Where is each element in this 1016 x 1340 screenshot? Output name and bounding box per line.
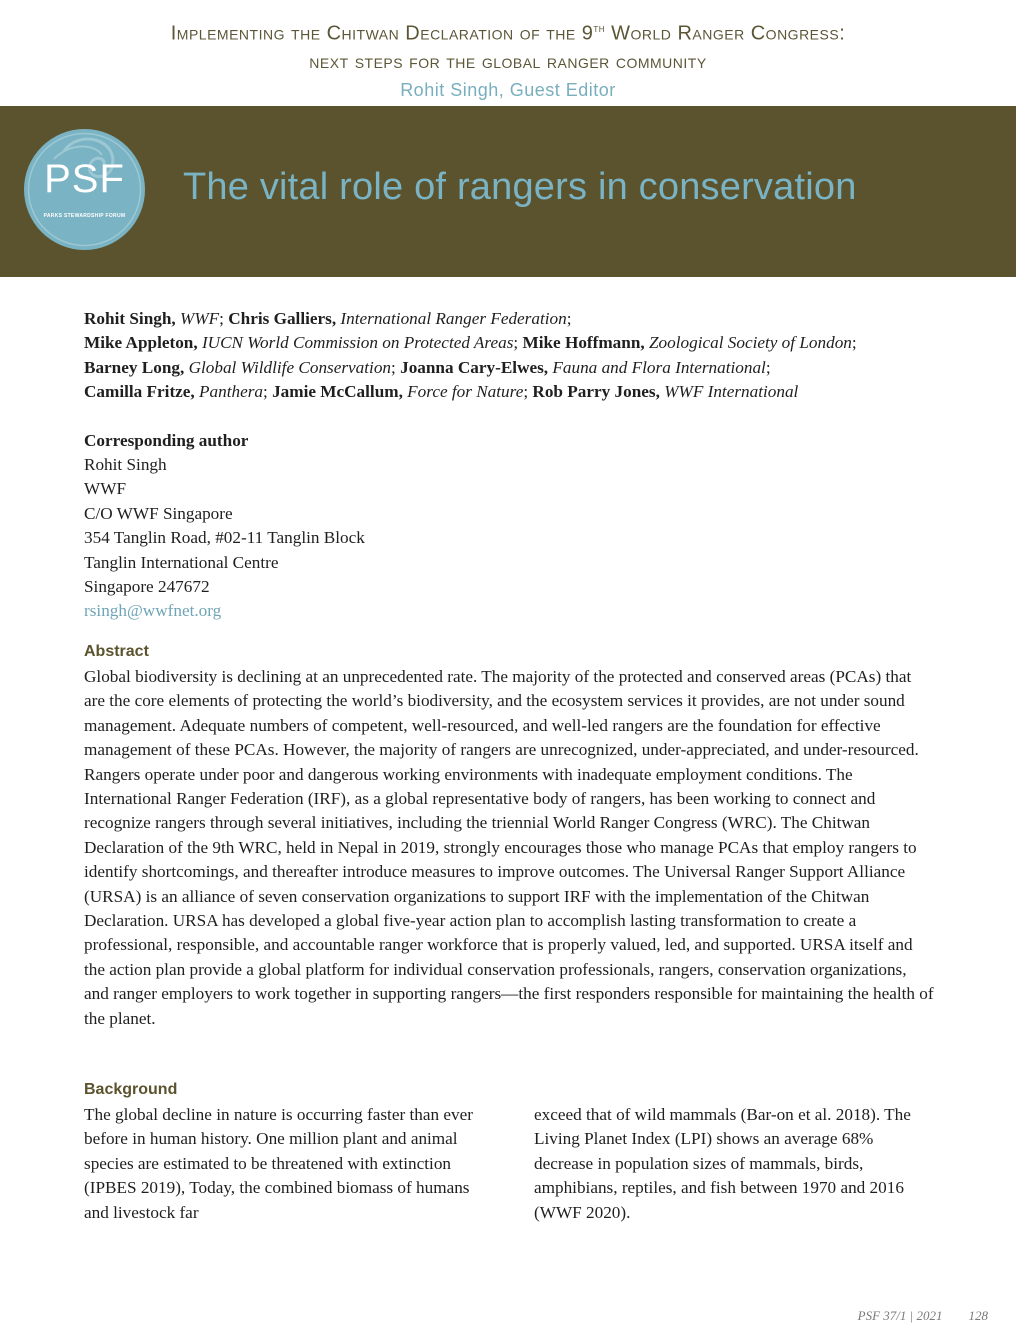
author-name: Joanna Cary-Elwes, [400, 357, 549, 377]
author-name: Mike Hoffmann, [522, 333, 645, 353]
author-name: Barney Long, [84, 357, 185, 377]
author-line [84, 331, 934, 355]
author-separator: ; [263, 382, 273, 402]
address-line: Tanglin International Centre [84, 552, 279, 572]
author-name: Rohit Singh, [84, 309, 176, 328]
author-affiliation: Zoological Society of London [648, 333, 852, 353]
abstract-text: Global biodiversity is declining at an unprecedented rate. The majority of the protected and conserved areas (PCAs) that are the core elements of protecting the world’s biodiversity, and the ecosystem services it provides, are not under sound management. Adequate numbers of competent, well-resourced, and well-led rangers are the foundation for effective management of these PCAs. However, the majority of rangers are unrecognized, under-appreciated, and under-resourced. Rangers operate under poor and dangerous working environments with inadequate employment conditions. The International Ranger Federation (IRF), as a global representative body of rangers, has been working to connect and recognize rangers through several initiatives, including the triennial World Ranger Congress (WRC). The Chitwan Declaration of the 9th WRC, held in Nepal in 2019, strongly encourages those who manage PCAs that employ rangers to identify shortcomings, and thereafter introduce measures to improve outcomes. The Universal Ranger Support Alliance (URSA) is an alliance of seven conservation organizations to support IRF with the implementation of the Chitwan Declaration. URSA has developed a global five-year action plan to accomplish lasting transformation to create a professional, responsible, and accountable ranger workforce that is properly valued, led, and supported. URSA itself and the action plan provide a global platform for individual conservation professionals, rangers, conservation organizations, and ranger employers to work together in supporting rangers—the first responders responsible for maintaining the health of the planet. [84, 666, 934, 1028]
author-separator: ; [523, 382, 533, 402]
author-separator: ; [219, 309, 229, 328]
author-separator: ; [851, 333, 857, 353]
author-line [84, 307, 934, 331]
address-line: Rohit Singh [84, 455, 167, 475]
article-title: The vital role of rangers in conservation [183, 166, 857, 208]
title-banner [0, 106, 1016, 277]
author-name: Jamie McCallum, [272, 382, 403, 402]
address-line: WWF [84, 479, 127, 499]
logo-subtext: PARKS STEWARDSHIP FORUM [43, 213, 126, 219]
background-column-1: The global decline in nature is occurring faster than ever before in human history. One million plant and animal species are estimated to be threatened with extinction (IPBES 2019), Today, the combined biomass of humans and livestock far [84, 1104, 473, 1222]
email-link[interactable]: rsingh@wwfnet.org [84, 601, 222, 621]
page-number: 128 [968, 1308, 988, 1323]
author-line [84, 356, 934, 380]
author-separator: ; [391, 357, 401, 377]
guest-editor: Rohit Singh, Guest Editor [400, 79, 616, 100]
background-column-2: exceed that of wild mammals (Bar-on et al. 2018). The Living Planet Index (LPI) shows an average 68% decrease in population sizes of mammals, birds, amphibians, reptiles, and fish between 1970 and 2016 (WWF 2020). [534, 1104, 911, 1222]
author-affiliation: IUCN World Commission on Protected Areas [201, 333, 514, 353]
author-affiliation: Fauna and Flora International [552, 357, 766, 377]
logo-text: PSF [44, 157, 125, 201]
series-title-line-1: Implementing the Chitwan Declaration of the 9th World Ranger Congress: [170, 21, 846, 45]
article-content [84, 307, 934, 1225]
address-line: C/O WWF Singapore [84, 503, 233, 523]
page-footer [858, 1308, 988, 1324]
issue-info: PSF 37/1 | 2021 [857, 1308, 943, 1323]
psf-logo [24, 129, 145, 250]
author-affiliation: International Ranger Federation [340, 309, 567, 328]
author-affiliation: Global Wildlife Conservation [188, 357, 392, 377]
author-affiliation: WWF [180, 309, 220, 328]
address-line: 354 Tanglin Road, #02-11 Tanglin Block [84, 528, 365, 548]
author-line [84, 380, 934, 404]
abstract-heading: Abstract [84, 642, 149, 660]
author-affiliation: Force for Nature [407, 382, 524, 402]
address-line: Singapore 247672 [84, 577, 210, 597]
background-heading: Background [84, 1080, 178, 1098]
author-name: Chris Galliers, [228, 309, 337, 328]
superscript-th: th [593, 21, 606, 35]
series-header [0, 14, 1016, 104]
author-separator: ; [765, 357, 771, 377]
author-affiliation: Panthera [199, 382, 263, 402]
author-list [84, 307, 934, 405]
author-name: Mike Appleton, [84, 333, 198, 353]
corresponding-author [84, 429, 934, 624]
series-title-line-2: next steps for the global ranger community [309, 50, 707, 73]
author-name: Camilla Fritze, [84, 382, 195, 402]
author-separator: ; [513, 333, 523, 353]
author-name: Rob Parry Jones, [532, 382, 660, 402]
background-columns [84, 1103, 934, 1225]
author-affiliation: WWF International [664, 382, 799, 402]
corresponding-label: Corresponding author [84, 430, 249, 450]
author-separator: ; [566, 309, 572, 328]
